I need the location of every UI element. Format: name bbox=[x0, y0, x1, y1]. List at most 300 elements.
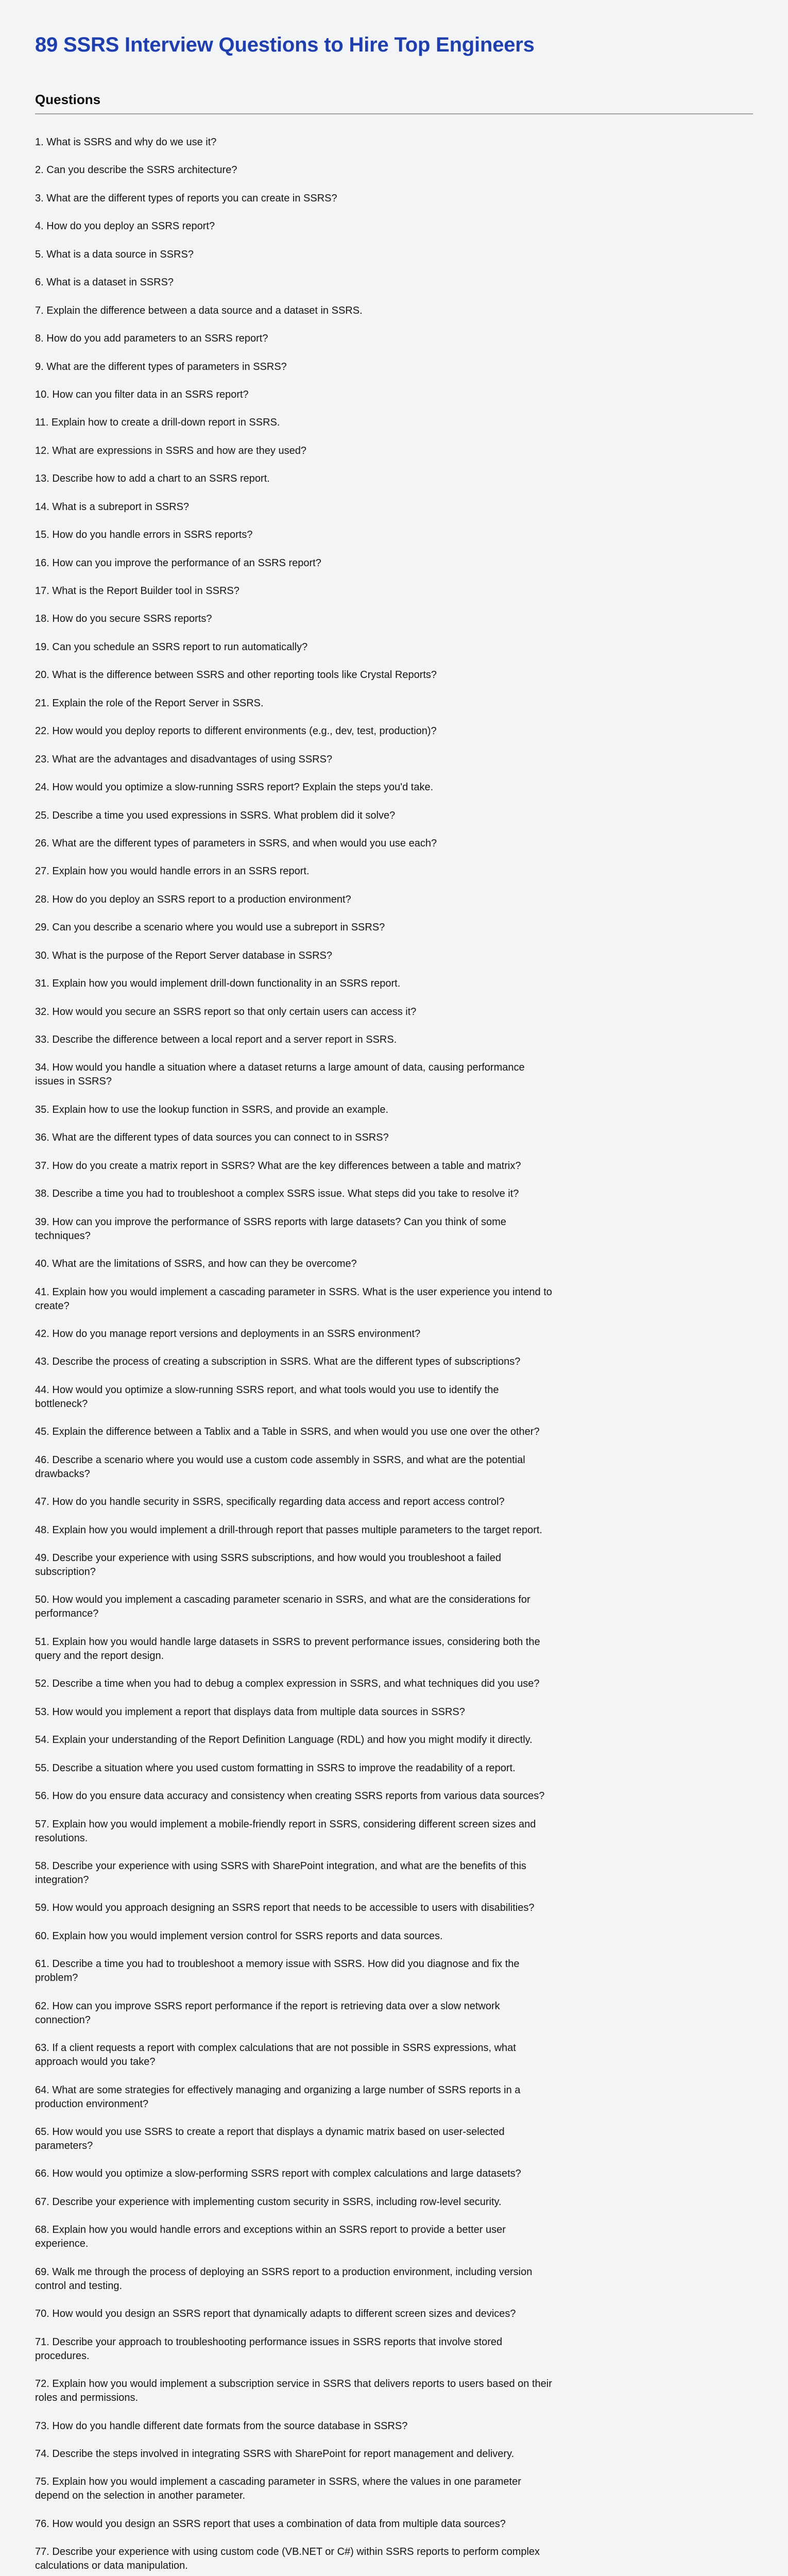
question-text bbox=[35, 1593, 755, 1607]
question-number: 65. bbox=[35, 2126, 49, 2138]
question-item bbox=[35, 2195, 755, 2209]
question-number: 73. bbox=[35, 2420, 49, 2432]
question-line: Explain how you would handle large datasets in SSRS to prevent performance issues, considering both the bbox=[52, 1636, 540, 1648]
question-line: Describe the steps involved in integrating SSRS with SharePoint for report management and delivery. bbox=[52, 2448, 515, 2460]
question-item bbox=[35, 2475, 755, 2503]
question-number: 63. bbox=[35, 2042, 49, 2054]
question-line: Can you describe a scenario where you would use a subreport in SSRS? bbox=[52, 922, 385, 934]
question-line: How would you deploy reports to different environments (e.g., dev, test, production)? bbox=[52, 725, 437, 737]
question-number: 35. bbox=[35, 1104, 49, 1115]
question-line: Explain how to create a drill-down report in SSRS. bbox=[51, 417, 280, 429]
question-number: 33. bbox=[35, 1034, 49, 1045]
question-item bbox=[35, 528, 755, 542]
question-number: 62. bbox=[35, 2000, 49, 2012]
question-line: Explain how you would implement a cascading parameter in SSRS, where the values in one parameter bbox=[52, 2476, 521, 2488]
question-number: 37. bbox=[35, 1160, 49, 1172]
question-line: How would you optimize a slow-running SSRS report, and what tools would you use to identify the bbox=[52, 1384, 499, 1396]
question-item bbox=[35, 1215, 755, 1243]
question-line: Walk me through the process of deploying an SSRS report to a production environment, including version bbox=[52, 2266, 533, 2278]
question-item bbox=[35, 2307, 755, 2321]
question-text bbox=[35, 1159, 755, 1173]
question-item bbox=[35, 753, 755, 767]
question-line: Explain how you would implement a drill-through report that passes multiple parameters to the target report. bbox=[52, 1524, 542, 1536]
question-item bbox=[35, 584, 755, 598]
question-item bbox=[35, 1551, 755, 1579]
question-text-continued: subscription? bbox=[35, 1566, 96, 1578]
question-text bbox=[35, 1901, 755, 1915]
question-number: 50. bbox=[35, 1594, 49, 1606]
question-number: 12. bbox=[35, 445, 49, 456]
question-line: Describe your approach to troubleshooting performance issues in SSRS reports that involve stored bbox=[52, 2336, 503, 2348]
question-text bbox=[35, 192, 755, 206]
question-line: How do you ensure data accuracy and consistency when creating SSRS reports from various data sources? bbox=[52, 1790, 545, 1802]
question-item bbox=[35, 809, 755, 823]
question-item bbox=[35, 304, 755, 318]
question-line: What are expressions in SSRS and how are they used? bbox=[52, 445, 306, 456]
question-item bbox=[35, 444, 755, 458]
question-text bbox=[35, 1999, 755, 2013]
question-line: How would you optimize a slow-running SSRS report? Explain the steps you'd take. bbox=[52, 782, 434, 793]
question-text bbox=[35, 416, 755, 430]
question-text bbox=[35, 332, 755, 346]
question-item bbox=[35, 2545, 755, 2573]
question-line: Describe a time you used expressions in SSRS. What problem did it solve? bbox=[52, 809, 396, 821]
question-text bbox=[35, 1761, 755, 1775]
question-line: How can you improve the performance of SSRS reports with large datasets? Can you think of some bbox=[52, 1216, 506, 1228]
question-text bbox=[35, 921, 755, 935]
question-line: What is a data source in SSRS? bbox=[46, 248, 194, 260]
question-number: 1. bbox=[35, 137, 44, 148]
question-item bbox=[35, 1761, 755, 1775]
question-number: 42. bbox=[35, 1328, 49, 1340]
question-number: 7. bbox=[35, 304, 44, 316]
question-number: 66. bbox=[35, 2168, 49, 2180]
question-number: 25. bbox=[35, 809, 49, 821]
question-text bbox=[35, 1733, 755, 1747]
question-number: 6. bbox=[35, 277, 44, 289]
question-line: How do you add parameters to an SSRS report? bbox=[46, 333, 268, 345]
question-number: 67. bbox=[35, 2196, 49, 2208]
question-number: 9. bbox=[35, 361, 44, 372]
question-number: 60. bbox=[35, 1930, 49, 1942]
question-line: How would you design an SSRS report that uses a combination of data from multiple data sources? bbox=[52, 2518, 506, 2530]
question-line: Can you describe the SSRS architecture? bbox=[46, 164, 237, 176]
question-line: Describe a scenario where you would use a custom code assembly in SSRS, and what are the potential bbox=[52, 1454, 525, 1466]
question-number: 61. bbox=[35, 1958, 49, 1970]
question-item bbox=[35, 2419, 755, 2433]
question-text bbox=[35, 2447, 755, 2461]
question-number: 32. bbox=[35, 1006, 49, 1018]
question-line: Explain how you would handle errors in an SSRS report. bbox=[52, 866, 310, 877]
question-text-continued: query and the report design. bbox=[35, 1650, 164, 1662]
question-number: 44. bbox=[35, 1384, 49, 1396]
question-line: How can you improve SSRS report performance if the report is retrieving data over a slow network bbox=[52, 2000, 500, 2012]
question-number: 40. bbox=[35, 1258, 49, 1270]
question-line: How do you handle errors in SSRS reports? bbox=[52, 529, 253, 541]
question-item bbox=[35, 556, 755, 570]
question-text bbox=[35, 837, 755, 851]
question-line: Explain how you would implement drill-down functionality in an SSRS report. bbox=[52, 978, 401, 990]
question-text bbox=[35, 2307, 755, 2321]
question-item bbox=[35, 1705, 755, 1719]
question-text-continued: roles and permissions. bbox=[35, 2392, 139, 2404]
question-number: 5. bbox=[35, 248, 44, 260]
question-number: 26. bbox=[35, 837, 49, 849]
question-number: 20. bbox=[35, 669, 49, 681]
question-number: 76. bbox=[35, 2518, 49, 2530]
question-text-continued: techniques? bbox=[35, 1230, 91, 1242]
question-line: Explain the difference between a Tablix and a Table in SSRS, and when would you use one over the other? bbox=[52, 1426, 540, 1438]
question-text bbox=[35, 1818, 755, 1832]
question-line: What is SSRS and why do we use it? bbox=[46, 137, 217, 148]
question-item bbox=[35, 612, 755, 626]
question-item bbox=[35, 1453, 755, 1481]
question-number: 24. bbox=[35, 782, 49, 793]
question-text bbox=[35, 1355, 755, 1369]
question-text bbox=[35, 304, 755, 318]
question-item bbox=[35, 1103, 755, 1117]
question-text bbox=[35, 276, 755, 290]
question-number: 75. bbox=[35, 2476, 49, 2488]
question-item bbox=[35, 1789, 755, 1803]
question-number: 48. bbox=[35, 1524, 49, 1536]
question-item bbox=[35, 1285, 755, 1313]
question-item bbox=[35, 1383, 755, 1411]
question-number: 57. bbox=[35, 1818, 49, 1830]
question-text bbox=[35, 640, 755, 654]
question-item bbox=[35, 248, 755, 262]
question-line: Explain the role of the Report Server in SSRS. bbox=[52, 697, 264, 709]
question-number: 43. bbox=[35, 1356, 49, 1368]
question-text-continued: experience. bbox=[35, 2238, 89, 2250]
question-line: How can you improve the performance of an SSRS report? bbox=[52, 557, 321, 569]
question-text bbox=[35, 1327, 755, 1341]
question-number: 30. bbox=[35, 950, 49, 961]
question-number: 64. bbox=[35, 2084, 49, 2096]
question-line: What is the Report Builder tool in SSRS? bbox=[52, 585, 239, 597]
question-line: What are the different types of data sources you can connect to in SSRS? bbox=[52, 1132, 389, 1144]
question-text-continued: depend on the selection in another parameter. bbox=[35, 2490, 246, 2502]
question-line: What are the different types of reports you can create in SSRS? bbox=[46, 192, 337, 204]
question-line: Describe a situation where you used custom formatting in SSRS to improve the readability of a report. bbox=[52, 1762, 516, 1774]
question-item bbox=[35, 781, 755, 794]
question-item bbox=[35, 1635, 755, 1663]
question-number: 41. bbox=[35, 1286, 49, 1298]
question-number: 18. bbox=[35, 613, 49, 625]
question-number: 21. bbox=[35, 697, 49, 709]
question-number: 77. bbox=[35, 2546, 49, 2558]
question-text bbox=[35, 2041, 755, 2055]
question-text bbox=[35, 1705, 755, 1719]
question-text bbox=[35, 388, 755, 402]
question-text bbox=[35, 1215, 755, 1229]
question-number: 54. bbox=[35, 1734, 49, 1746]
question-text-continued: integration? bbox=[35, 1874, 89, 1886]
question-line: What are the advantages and disadvantages of using SSRS? bbox=[52, 753, 333, 765]
question-text bbox=[35, 781, 755, 794]
question-item bbox=[35, 2517, 755, 2531]
question-line: How do you handle security in SSRS, specifically regarding data access and report access control? bbox=[52, 1496, 505, 1508]
question-number: 19. bbox=[35, 641, 49, 653]
question-item bbox=[35, 135, 755, 149]
question-text-continued: procedures. bbox=[35, 2350, 90, 2362]
question-item bbox=[35, 1005, 755, 1019]
question-text-continued: create? bbox=[35, 1300, 70, 1312]
question-line: Can you schedule an SSRS report to run automatically? bbox=[52, 641, 308, 653]
question-number: 58. bbox=[35, 1860, 49, 1872]
question-text bbox=[35, 360, 755, 374]
question-item bbox=[35, 1355, 755, 1369]
question-item bbox=[35, 1159, 755, 1173]
question-number: 15. bbox=[35, 529, 49, 541]
question-line: How do you handle different date formats from the source database in SSRS? bbox=[52, 2420, 408, 2432]
question-number: 27. bbox=[35, 866, 49, 877]
question-line: How would you use SSRS to create a report that displays a dynamic matrix based on user-selected bbox=[52, 2126, 505, 2138]
question-text bbox=[35, 528, 755, 542]
question-item bbox=[35, 1999, 755, 2027]
question-item bbox=[35, 921, 755, 935]
question-text bbox=[35, 1005, 755, 1019]
question-line: What are the different types of parameters in SSRS? bbox=[46, 361, 287, 372]
question-text bbox=[35, 1033, 755, 1047]
question-item bbox=[35, 1818, 755, 1845]
question-line: How do you deploy an SSRS report to a production environment? bbox=[52, 893, 351, 905]
question-text bbox=[35, 444, 755, 458]
question-text bbox=[35, 2545, 755, 2559]
question-line: What is the purpose of the Report Server database in SSRS? bbox=[52, 950, 333, 961]
question-item bbox=[35, 332, 755, 346]
question-text-continued: bottleneck? bbox=[35, 1398, 88, 1410]
question-text bbox=[35, 1285, 755, 1299]
question-number: 22. bbox=[35, 725, 49, 737]
question-number: 23. bbox=[35, 753, 49, 765]
question-line: What are some strategies for effectively managing and organizing a large number of SSRS reports in a bbox=[52, 2084, 521, 2096]
question-line: Explain how you would handle errors and exceptions within an SSRS report to provide a better user bbox=[52, 2224, 506, 2236]
question-number: 29. bbox=[35, 922, 49, 934]
question-line: If a client requests a report with complex calculations that are not possible in SSRS expressions, what bbox=[52, 2042, 516, 2054]
question-number: 17. bbox=[35, 585, 49, 597]
question-text bbox=[35, 1929, 755, 1943]
question-number: 68. bbox=[35, 2224, 49, 2236]
question-item bbox=[35, 865, 755, 878]
question-text bbox=[35, 1523, 755, 1537]
question-text bbox=[35, 1187, 755, 1201]
question-line: How do you deploy an SSRS report? bbox=[46, 221, 215, 232]
question-item bbox=[35, 724, 755, 738]
question-item bbox=[35, 2377, 755, 2405]
question-text-continued: parameters? bbox=[35, 2140, 93, 2151]
question-number: 71. bbox=[35, 2336, 49, 2348]
question-number: 49. bbox=[35, 1552, 49, 1564]
question-number: 46. bbox=[35, 1454, 49, 1466]
question-line: Describe your experience with using custom code (VB.NET or C#) within SSRS reports to perform complex bbox=[52, 2546, 540, 2558]
question-line: Describe the process of creating a subscription in SSRS. What are the different types of subscriptions? bbox=[52, 1356, 521, 1368]
question-item bbox=[35, 1957, 755, 1985]
question-item bbox=[35, 163, 755, 177]
question-item bbox=[35, 668, 755, 682]
question-number: 74. bbox=[35, 2448, 49, 2460]
question-item bbox=[35, 388, 755, 402]
question-text bbox=[35, 2475, 755, 2489]
question-text bbox=[35, 1957, 755, 1971]
question-item bbox=[35, 276, 755, 290]
question-item bbox=[35, 192, 755, 206]
question-text-continued: resolutions. bbox=[35, 1832, 88, 1844]
question-item bbox=[35, 2223, 755, 2251]
question-number: 55. bbox=[35, 1762, 49, 1774]
question-text bbox=[35, 809, 755, 823]
question-text-continued: approach would you take? bbox=[35, 2056, 156, 2068]
question-number: 39. bbox=[35, 1216, 49, 1228]
question-number: 47. bbox=[35, 1496, 49, 1508]
question-text bbox=[35, 2223, 755, 2237]
question-text-continued: connection? bbox=[35, 2014, 91, 2026]
question-item bbox=[35, 219, 755, 233]
question-number: 56. bbox=[35, 1790, 49, 1802]
question-text bbox=[35, 893, 755, 907]
question-line: How do you create a matrix report in SSRS? What are the key differences between a table and matrix? bbox=[52, 1160, 521, 1172]
question-number: 70. bbox=[35, 2308, 49, 2320]
question-line: Describe a time you had to troubleshoot a memory issue with SSRS. How did you diagnose and fix the bbox=[52, 1958, 520, 1970]
question-text bbox=[35, 612, 755, 626]
question-number: 52. bbox=[35, 1678, 49, 1690]
question-text bbox=[35, 1551, 755, 1565]
question-number: 28. bbox=[35, 893, 49, 905]
question-item bbox=[35, 1495, 755, 1509]
question-number: 53. bbox=[35, 1706, 49, 1718]
question-line: Explain your understanding of the Report Definition Language (RDL) and how you might modify it directly. bbox=[52, 1734, 533, 1746]
question-text bbox=[35, 865, 755, 878]
question-line: Explain how to use the lookup function in SSRS, and provide an example. bbox=[52, 1104, 389, 1115]
question-text bbox=[35, 977, 755, 991]
question-line: How can you filter data in an SSRS report? bbox=[52, 388, 249, 400]
question-item bbox=[35, 1523, 755, 1537]
question-line: What is a subreport in SSRS? bbox=[52, 501, 190, 513]
question-text bbox=[35, 724, 755, 738]
question-line: How would you handle a situation where a dataset returns a large amount of data, causing performance bbox=[52, 1062, 525, 1074]
question-number: 51. bbox=[35, 1636, 49, 1648]
question-line: What are the limitations of SSRS, and how can they be overcome? bbox=[52, 1258, 357, 1270]
question-item bbox=[35, 1327, 755, 1341]
question-number: 10. bbox=[35, 388, 49, 400]
question-text-continued: drawbacks? bbox=[35, 1468, 90, 1480]
question-text bbox=[35, 697, 755, 710]
question-line: Explain how you would implement a subscription service in SSRS that delivers reports to users based on their bbox=[52, 2378, 552, 2390]
question-text bbox=[35, 500, 755, 514]
question-item bbox=[35, 977, 755, 991]
question-text-continued: production environment? bbox=[35, 2098, 149, 2110]
question-text bbox=[35, 2125, 755, 2139]
question-line: Explain how you would implement version control for SSRS reports and data sources. bbox=[52, 1930, 443, 1942]
question-number: 13. bbox=[35, 473, 49, 485]
question-text-continued: control and testing. bbox=[35, 2280, 122, 2292]
question-item bbox=[35, 1929, 755, 1943]
question-number: 4. bbox=[35, 221, 44, 232]
question-line: What is a dataset in SSRS? bbox=[46, 277, 174, 289]
question-item bbox=[35, 500, 755, 514]
question-item bbox=[35, 1257, 755, 1271]
question-number: 34. bbox=[35, 1062, 49, 1074]
question-item bbox=[35, 2447, 755, 2461]
question-item bbox=[35, 2167, 755, 2181]
question-line: What are the different types of parameters in SSRS, and when would you use each? bbox=[52, 837, 437, 849]
question-number: 72. bbox=[35, 2378, 49, 2390]
question-number: 59. bbox=[35, 1902, 49, 1914]
question-number: 69. bbox=[35, 2266, 49, 2278]
question-item bbox=[35, 893, 755, 907]
question-line: Describe a time when you had to debug a complex expression in SSRS, and what techniques did you use? bbox=[52, 1678, 540, 1690]
question-text bbox=[35, 1103, 755, 1117]
question-text bbox=[35, 2265, 755, 2279]
question-item bbox=[35, 416, 755, 430]
question-item bbox=[35, 949, 755, 963]
question-number: 31. bbox=[35, 978, 49, 990]
question-text bbox=[35, 1453, 755, 1467]
question-text bbox=[35, 472, 755, 486]
questions-list bbox=[35, 135, 755, 2576]
question-line: How do you manage report versions and deployments in an SSRS environment? bbox=[52, 1328, 421, 1340]
question-text bbox=[35, 163, 755, 177]
question-item bbox=[35, 2265, 755, 2293]
question-item bbox=[35, 1733, 755, 1747]
question-item bbox=[35, 2335, 755, 2363]
question-number: 16. bbox=[35, 557, 49, 569]
question-text bbox=[35, 2377, 755, 2391]
question-line: How would you implement a report that displays data from multiple data sources in SSRS? bbox=[52, 1706, 465, 1718]
question-item bbox=[35, 472, 755, 486]
question-text bbox=[35, 2083, 755, 2097]
question-item bbox=[35, 1187, 755, 1201]
question-text bbox=[35, 1495, 755, 1509]
question-line: Describe your experience with using SSRS with SharePoint integration, and what are the benefits of this bbox=[52, 1860, 526, 1872]
question-line: How would you design an SSRS report that dynamically adapts to different screen sizes and devices? bbox=[52, 2308, 516, 2320]
question-line: Describe your experience with implementing custom security in SSRS, including row-level security. bbox=[52, 2196, 502, 2208]
question-item bbox=[35, 1131, 755, 1145]
question-text-continued: issues in SSRS? bbox=[35, 1076, 112, 1088]
question-item bbox=[35, 360, 755, 374]
question-number: 38. bbox=[35, 1188, 49, 1200]
question-number: 8. bbox=[35, 333, 44, 345]
question-line: How would you implement a cascading parameter scenario in SSRS, and what are the considerations for bbox=[52, 1594, 530, 1606]
question-text bbox=[35, 2335, 755, 2349]
question-text-continued: calculations or data manipulation. bbox=[35, 2560, 188, 2572]
question-text bbox=[35, 753, 755, 767]
question-item bbox=[35, 1859, 755, 1887]
question-line: Describe a time you had to troubleshoot a complex SSRS issue. What steps did you take to resolve it? bbox=[52, 1188, 519, 1200]
question-item bbox=[35, 1593, 755, 1621]
page-title: 89 SSRS Interview Questions to Hire Top Engineers bbox=[35, 33, 535, 56]
question-item bbox=[35, 1425, 755, 1439]
question-item bbox=[35, 2083, 755, 2111]
question-line: Describe how to add a chart to an SSRS report. bbox=[52, 473, 270, 485]
question-item bbox=[35, 1677, 755, 1691]
question-line: What is the difference between SSRS and other reporting tools like Crystal Reports? bbox=[52, 669, 437, 681]
question-text bbox=[35, 2195, 755, 2209]
question-item bbox=[35, 640, 755, 654]
question-text bbox=[35, 2167, 755, 2181]
question-number: 11. bbox=[35, 417, 49, 429]
question-text bbox=[35, 2419, 755, 2433]
question-line: How do you secure SSRS reports? bbox=[52, 613, 212, 625]
question-item bbox=[35, 837, 755, 851]
question-line: Describe your experience with using SSRS subscriptions, and how would you troubleshoot a failed bbox=[52, 1552, 501, 1564]
question-item bbox=[35, 1033, 755, 1047]
question-line: Explain the difference between a data source and a dataset in SSRS. bbox=[46, 304, 363, 316]
question-item bbox=[35, 2125, 755, 2153]
question-text bbox=[35, 1061, 755, 1075]
question-number: 14. bbox=[35, 501, 49, 513]
question-text bbox=[35, 1635, 755, 1649]
